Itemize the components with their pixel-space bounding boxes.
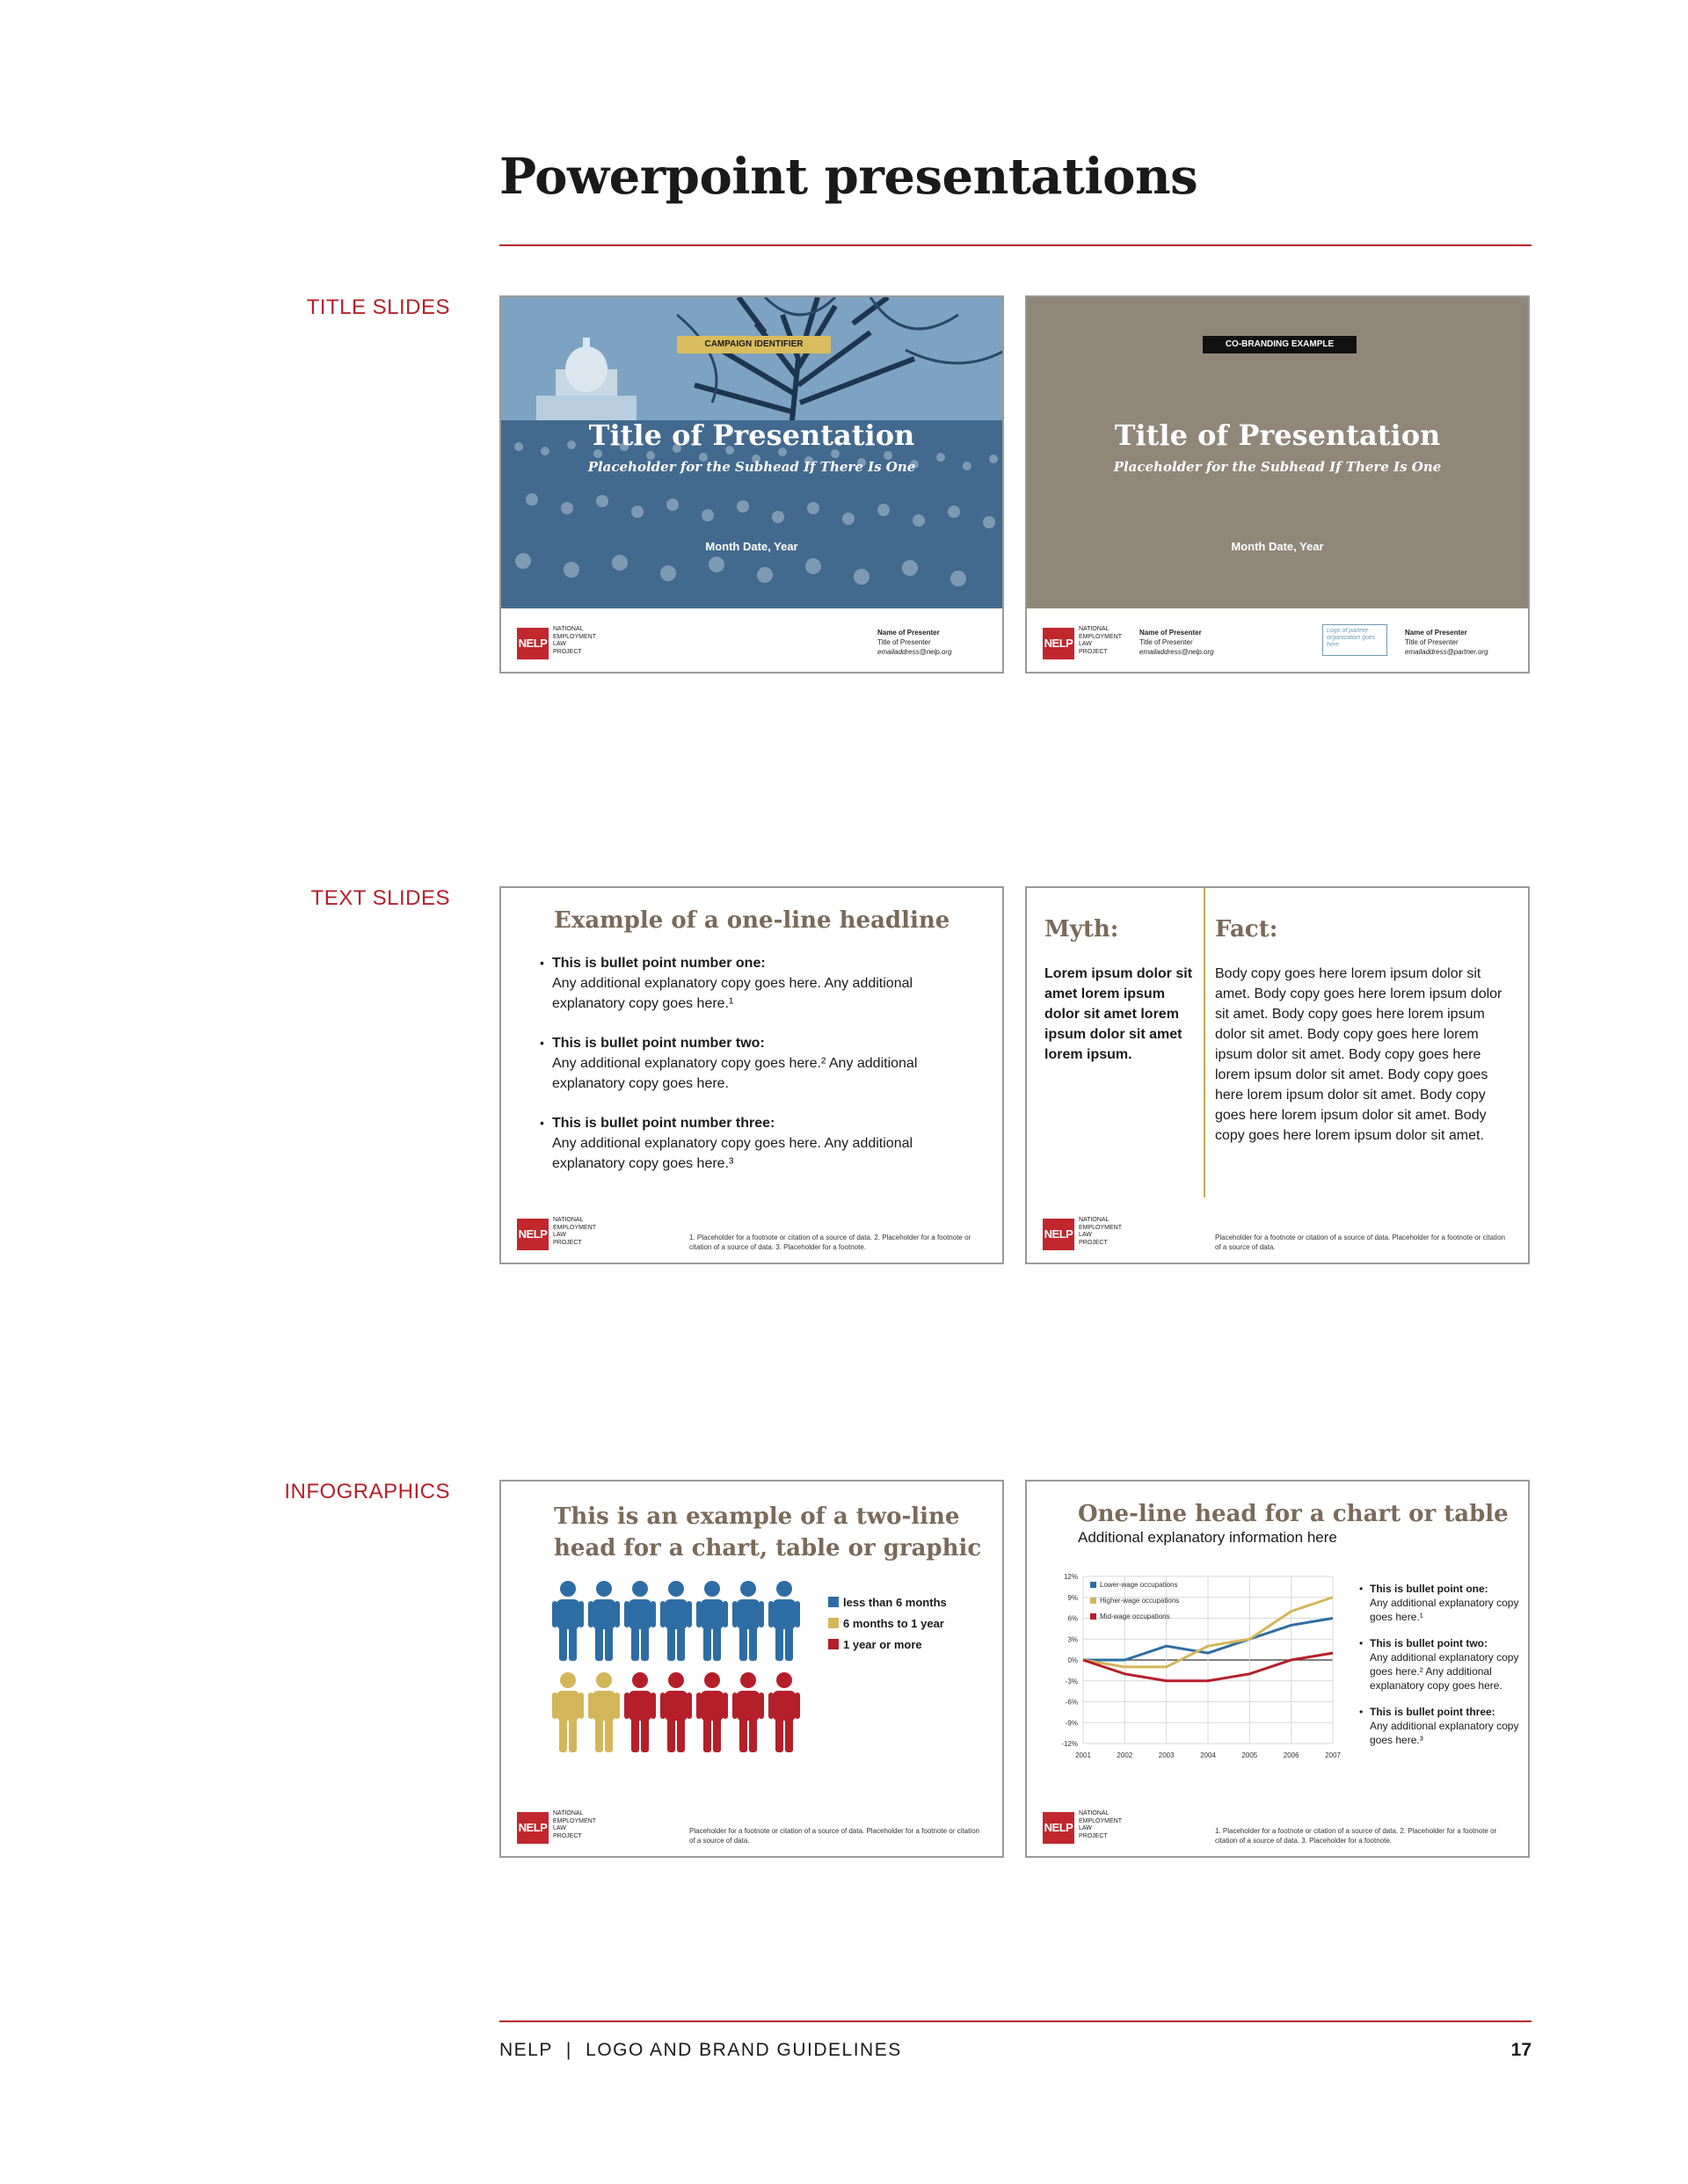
legend-item <box>828 1617 944 1630</box>
chart-bullet-list <box>1370 1582 1519 1759</box>
nelp-logo-text: NATIONAL EMPLOYMENT LAW PROJECT <box>1079 1810 1123 1839</box>
y-tick-label: 3% <box>1067 1635 1078 1644</box>
person-icon <box>588 1672 620 1752</box>
nelp-logo-text: NATIONAL EMPLOYMENT LAW PROJECT <box>1079 1217 1123 1246</box>
nelp-logo <box>1043 1809 1122 1847</box>
legend-item <box>828 1596 947 1609</box>
text-slide-myth-fact <box>1025 886 1530 1264</box>
list-item <box>552 953 974 1014</box>
legend-swatch <box>1090 1613 1096 1620</box>
presenter-email: emailaddress@nelp.org <box>1139 648 1214 656</box>
partner-presenter-name: Name of Presenter <box>1405 629 1467 637</box>
y-tick-label: 12% <box>1063 1573 1078 1581</box>
legend-item <box>828 1638 922 1651</box>
y-tick-label: 9% <box>1067 1593 1078 1602</box>
legend-label: Lower-wage occupations <box>1100 1581 1178 1589</box>
y-tick-label: 6% <box>1067 1614 1078 1623</box>
bullet-body: Any additional explanatory copy goes here.¹ <box>1370 1597 1519 1623</box>
person-icon <box>588 1581 620 1661</box>
nelp-logo-mark: NELP <box>517 628 549 659</box>
y-tick-label: -9% <box>1065 1719 1078 1728</box>
footer-separator: | <box>565 2040 572 2060</box>
person-icon <box>768 1581 800 1661</box>
person-icon <box>768 1672 800 1752</box>
campaign-identifier-tag: CAMPAIGN IDENTIFIER <box>677 336 831 353</box>
list-item <box>552 1113 974 1174</box>
slide-footnote: Placeholder for a footnote or citation of a source of data. Placeholder for a footnote or citation of a source of data. <box>689 1827 979 1845</box>
person-icon <box>552 1672 584 1752</box>
list-item <box>1370 1705 1519 1747</box>
partner-presenter-email: emailaddress@partner.org <box>1405 648 1488 656</box>
list-item <box>552 1033 974 1094</box>
hero-taupe <box>1027 297 1528 608</box>
nelp-logo-mark: NELP <box>1043 628 1074 659</box>
infographic-slide-line-chart <box>1025 1480 1530 1858</box>
legend-label: 1 year or more <box>843 1638 922 1651</box>
page-number: 17 <box>1510 2040 1532 2060</box>
column-divider <box>1204 888 1205 1198</box>
y-tick-label: -6% <box>1065 1698 1078 1707</box>
bullet-head: • This is bullet point two: <box>1370 1637 1488 1649</box>
people-pictogram <box>552 1580 842 1765</box>
y-tick-label: -12% <box>1061 1740 1078 1748</box>
nelp-logo <box>517 624 596 663</box>
x-tick-label: 2003 <box>1158 1751 1175 1759</box>
presenter-title: Title of Presenter <box>1139 638 1193 646</box>
x-tick-label: 2004 <box>1200 1751 1216 1759</box>
person-icon <box>624 1672 656 1752</box>
legend-swatch <box>1090 1582 1096 1588</box>
fact-label: Fact: <box>1215 916 1278 943</box>
x-tick-label: 2005 <box>1241 1751 1258 1759</box>
legend-swatch <box>828 1597 839 1607</box>
cobranding-tag: CO-BRANDING EXAMPLE <box>1203 336 1357 353</box>
myth-body: Lorem ipsum dolor sit amet lorem ipsum dolor sit amet lorem ipsum dolor sit amet lorem ipsum. <box>1044 966 1193 1062</box>
section-label-title-slides: TITLE SLIDES <box>306 295 450 319</box>
bullet-head: • This is bullet point number one: <box>552 956 766 971</box>
bullet-head: • This is bullet point one: <box>1370 1583 1488 1595</box>
footer-rule <box>499 2020 1532 2022</box>
footer-title <box>499 2040 902 2061</box>
hero-photo <box>501 297 1002 608</box>
page-title: Powerpoint presentations <box>499 148 1198 206</box>
nelp-logo-text: NATIONAL EMPLOYMENT LAW PROJECT <box>553 1810 597 1839</box>
presenter-name: Name of Presenter <box>877 629 940 637</box>
bullet-head: • This is bullet point number three: <box>552 1116 775 1131</box>
legend-label: Mid-wage occupations <box>1100 1613 1170 1620</box>
slide-headline <box>554 1501 981 1564</box>
presenter-info <box>1139 628 1214 657</box>
bullet-head: • This is bullet point number two: <box>552 1036 765 1051</box>
legend-swatch <box>1090 1598 1096 1604</box>
x-tick-label: 2002 <box>1117 1751 1133 1759</box>
slide-footnote: 1. Placeholder for a footnote or citation of a source of data. 2. Placeholder for a footnote or citation of a source of data. 3. Placeholder for a footnote. <box>689 1234 971 1251</box>
presenter-email: emailaddress@nelp.org <box>877 648 952 656</box>
y-tick-label: -3% <box>1065 1677 1078 1685</box>
title-slide-cobranding <box>1025 295 1530 673</box>
person-icon <box>660 1672 692 1752</box>
bullet-list <box>552 953 974 1193</box>
nelp-logo-text: NATIONAL EMPLOYMENT LAW PROJECT <box>553 626 597 655</box>
headline-line-2: head for a chart, table or graphic <box>554 1535 982 1562</box>
bullet-body: Any additional explanatory copy goes here. Any additional explanatory copy goes here.¹ <box>552 976 913 1011</box>
list-item <box>1370 1582 1519 1624</box>
fact-body: Body copy goes here lorem ipsum dolor sit amet. Body copy goes here lorem ipsum dolor sit amet. Body copy goes here lorem ipsum dolor sit amet. Body copy goes here lorem ipsum dolor sit amet. Body copy goes here lorem ipsum dolor sit amet. Body copy goes here lorem ipsum dolor sit amet. Body copy goes here lorem ipsum dolor sit amet. Body copy goes here lorem ipsum dolor sit amet. <box>1215 966 1502 1143</box>
title-slide-photo <box>499 295 1004 673</box>
section-label-infographics: INFOGRAPHICS <box>284 1480 450 1503</box>
line-chart <box>1051 1569 1350 1780</box>
person-icon <box>552 1581 584 1661</box>
list-item <box>1370 1636 1519 1693</box>
x-tick-label: 2001 <box>1075 1751 1091 1759</box>
x-tick-label: 2007 <box>1325 1751 1341 1759</box>
slide-subtitle: Placeholder for the Subhead If There Is One <box>587 459 916 475</box>
bullet-body: Any additional explanatory copy goes here.² Any additional explanatory copy goes here. <box>1370 1651 1519 1692</box>
bullet-body: Any additional explanatory copy goes here.³ <box>1370 1720 1519 1746</box>
slide-date: Month Date, Year <box>1231 540 1324 553</box>
title-rule <box>499 244 1532 246</box>
legend-label: 6 months to 1 year <box>843 1617 944 1630</box>
person-icon <box>660 1581 692 1661</box>
slide-headline: Example of a one-line headline <box>554 907 950 934</box>
legend-swatch <box>828 1618 839 1628</box>
legend-swatch <box>828 1639 839 1649</box>
nelp-logo-mark: NELP <box>517 1812 549 1844</box>
presenter-title: Title of Presenter <box>877 638 931 646</box>
nelp-logo <box>517 1809 596 1847</box>
person-icon <box>732 1581 764 1661</box>
nelp-logo-text: NATIONAL EMPLOYMENT LAW PROJECT <box>553 1217 597 1246</box>
slide-footnote: 1. Placeholder for a footnote or citation of a source of data. 2. Placeholder for a footnote or citation of a source of data. 3. Placeholder for a footnote. <box>1215 1827 1497 1845</box>
slide-title: Title of Presentation <box>1114 419 1441 452</box>
presenter-name: Name of Presenter <box>1139 629 1202 637</box>
nelp-logo <box>517 1215 596 1254</box>
nelp-logo <box>1043 1215 1122 1254</box>
bullet-head: • This is bullet point three: <box>1370 1706 1495 1718</box>
partner-presenter-title: Title of Presenter <box>1405 638 1459 646</box>
footer-doc: LOGO AND BRAND GUIDELINES <box>586 2040 902 2060</box>
legend-label: less than 6 months <box>843 1596 947 1609</box>
x-tick-label: 2006 <box>1283 1751 1299 1759</box>
legend-label: Higher-wage occupations <box>1100 1597 1180 1605</box>
y-tick-label: 0% <box>1067 1656 1078 1664</box>
nelp-logo-mark: NELP <box>1043 1812 1074 1844</box>
slide-subhead: Additional explanatory information here <box>1078 1529 1337 1546</box>
nelp-logo <box>1043 624 1122 663</box>
nelp-logo-mark: NELP <box>1043 1219 1074 1250</box>
text-slide-bullets <box>499 886 1004 1264</box>
person-icon <box>696 1581 728 1661</box>
headline-line-1: This is an example of a two-line <box>554 1503 960 1530</box>
slide-title: Title of Presentation <box>588 419 915 452</box>
slide-date: Month Date, Year <box>705 540 798 553</box>
person-icon <box>696 1672 728 1752</box>
person-icon <box>624 1581 656 1661</box>
nelp-logo-text: NATIONAL EMPLOYMENT LAW PROJECT <box>1079 626 1123 655</box>
slide-headline: One-line head for a chart or table <box>1078 1501 1509 1527</box>
slide-footnote: Placeholder for a footnote or citation of a source of data. Placeholder for a footnote or citation of a source of data. <box>1215 1234 1505 1251</box>
section-label-text-slides: TEXT SLIDES <box>310 886 450 910</box>
footer-brand: NELP <box>499 2040 553 2060</box>
myth-label: Myth: <box>1044 916 1119 943</box>
presenter-info <box>877 628 952 657</box>
bullet-body: Any additional explanatory copy goes here.² Any additional explanatory copy goes here. <box>552 1056 918 1091</box>
infographic-slide-pictogram <box>499 1480 1004 1858</box>
partner-logo-placeholder: Logo of partner organization goes here <box>1322 624 1387 656</box>
nelp-logo-mark: NELP <box>517 1219 549 1250</box>
slide-subtitle: Placeholder for the Subhead If There Is One <box>1113 459 1442 475</box>
partner-presenter-info <box>1405 628 1488 657</box>
bullet-body: Any additional explanatory copy goes here. Any additional explanatory copy goes here.³ <box>552 1136 913 1171</box>
person-icon <box>732 1672 764 1752</box>
